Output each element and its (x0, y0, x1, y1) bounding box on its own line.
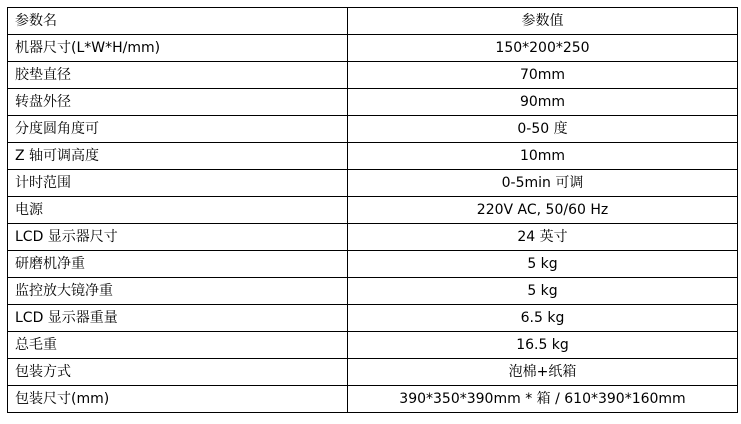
param-value-cell: 220V AC, 50/60 Hz (348, 197, 738, 224)
param-value-cell: 5 kg (348, 278, 738, 305)
param-value-cell: 16.5 kg (348, 332, 738, 359)
table-header-row (8, 8, 738, 35)
table-row (8, 116, 738, 143)
param-value-cell: 390*350*390mm * 箱 / 610*390*160mm (348, 386, 738, 413)
param-value-cell: 0-50 度 (348, 116, 738, 143)
param-name-cell: 胶垫直径 (8, 62, 348, 89)
param-name-cell: 转盘外径 (8, 89, 348, 116)
table-row (8, 89, 738, 116)
param-name-cell: LCD 显示器重量 (8, 305, 348, 332)
table-row (8, 278, 738, 305)
param-name-cell: 电源 (8, 197, 348, 224)
table-row (8, 332, 738, 359)
param-name-cell: 计时范围 (8, 170, 348, 197)
param-name-cell: Z 轴可调高度 (8, 143, 348, 170)
param-name-cell: 总毛重 (8, 332, 348, 359)
param-value-cell: 10mm (348, 143, 738, 170)
header-param-name: 参数名 (8, 8, 348, 35)
param-value-cell: 6.5 kg (348, 305, 738, 332)
param-value-cell: 泡棉+纸箱 (348, 359, 738, 386)
table-row (8, 224, 738, 251)
param-name-cell: 研磨机净重 (8, 251, 348, 278)
table-row (8, 35, 738, 62)
param-value-cell: 150*200*250 (348, 35, 738, 62)
table-row (8, 143, 738, 170)
param-value-cell: 24 英寸 (348, 224, 738, 251)
param-name-cell: 分度圆角度可 (8, 116, 348, 143)
table-row (8, 305, 738, 332)
param-value-cell: 70mm (348, 62, 738, 89)
param-value-cell: 90mm (348, 89, 738, 116)
table-row (8, 251, 738, 278)
param-name-cell: 包装方式 (8, 359, 348, 386)
param-value-cell: 0-5min 可调 (348, 170, 738, 197)
spec-table (7, 7, 738, 413)
table-row (8, 62, 738, 89)
table-row (8, 197, 738, 224)
param-name-cell: LCD 显示器尺寸 (8, 224, 348, 251)
table-row (8, 359, 738, 386)
param-name-cell: 机器尺寸(L*W*H/mm) (8, 35, 348, 62)
param-value-cell: 5 kg (348, 251, 738, 278)
param-name-cell: 监控放大镜净重 (8, 278, 348, 305)
table-row (8, 170, 738, 197)
header-param-value: 参数值 (348, 8, 738, 35)
param-name-cell: 包装尺寸(mm) (8, 386, 348, 413)
table-row (8, 386, 738, 413)
